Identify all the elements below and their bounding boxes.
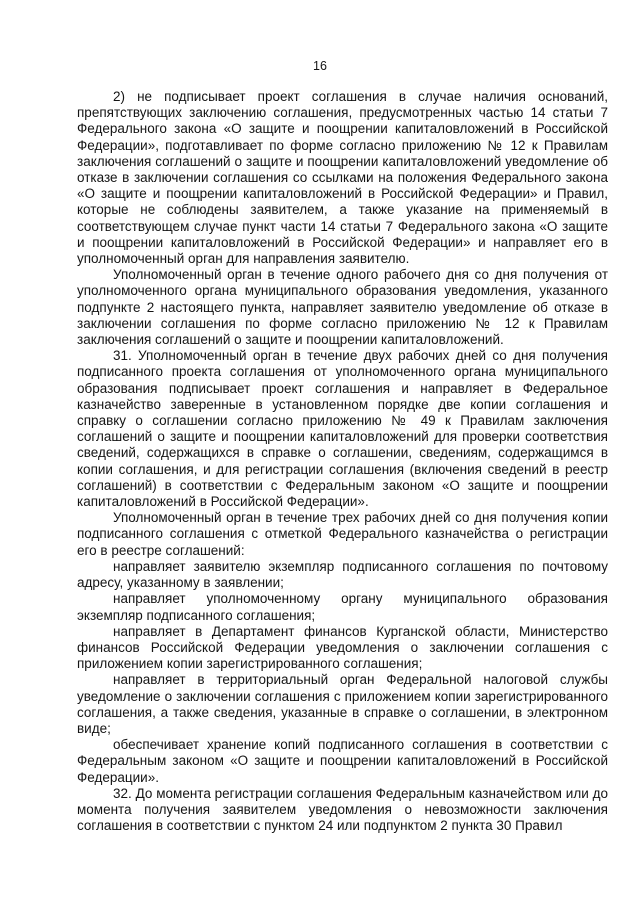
list-item-storage: обеспечивает хранение копий подписанного соглашения в соответствии с Федеральным законом «О защите и поощрении капиталовложений в Российской Федерации». (77, 737, 608, 785)
list-item-send-to-municipality: направляет уполномоченному органу муниципального образования экземпляр подписанного соглашения; (77, 591, 608, 623)
paragraph-after-registration: Уполномоченный орган в течение трех рабочих дней со дня получения копии подписанного соглашения с отметкой Федерального казначейства о регистрации его в реестре соглашений: (77, 510, 608, 558)
paragraph-item-32: 32. До момента регистрации соглашения Федеральным казначейством или до момента получения заявителем уведомления о невозможности заключения соглашения в соответствии с пунктом 24 или подпунктом 2 пункта 30 Правил (77, 785, 608, 834)
paragraph-subitem-2: 2) не подписывает проект соглашения в случае наличия оснований, препятствующих заключению соглашения, предусмотренных частью 14 статьи 7 Федерального закона «О защите и поощрении капиталовложений в Российской Федерации», подготавливает по форме согласно приложению № 12 к Правилам заключения соглашений о защите и поощрении капиталовложений уведомление об отказе в заключении соглашения со ссылками на положения Федерального закона «О защите и поощрении капиталовложений в Российской Федерации» и Правил, которые не соблюдены заявителем, а также указание на применяемый в соответствующем случае пункт части 14 статьи 7 Федерального закона «О защите и поощрении капиталовложений в Российской Федерации» и направляет его в уполномоченный орган для направления заявителю. (77, 89, 608, 267)
paragraph-item-31: 31. Уполномоченный орган в течение двух рабочих дней со дня получения подписанного проекта соглашения от уполномоченного органа муниципального образования подписывает проект соглашения и направляет в Федеральное казначейство заверенные в установленном порядке две копии соглашения и справку о соглашении согласно приложению № 49 к Правилам заключения соглашений о защите и поощрении капиталовложений для проверки соответствия сведений, содержащихся в справке о соглашении, сведениям, содержащимся в копии соглашения, и для регистрации соглашения (включения сведений в реестр соглашений) в соответствии с Федеральным законом «О защите и поощрении капиталовложений в Российской Федерации». (77, 348, 608, 510)
document-body (77, 89, 608, 834)
page-number: 16 (313, 59, 327, 73)
paragraph-refusal-notice: Уполномоченный орган в течение одного рабочего дня со дня получения от уполномоченного органа муниципального образования уведомления, указанного подпункте 2 настоящего пункта, направляет заявителю уведомление об отказе в заключении соглашения по форме согласно приложению № 12 к Правилам заключения соглашений о защите и поощрении капиталовложений. (77, 267, 608, 348)
list-item-send-to-applicant: направляет заявителю экземпляр подписанного соглашения по почтовому адресу, указанному в заявлении; (77, 558, 608, 591)
list-item-send-to-tax-service: направляет в территориальный орган Федеральной налоговой службы уведомление о заключении соглашения с приложением копии зарегистрированного соглашения, а также сведения, указанные в справке о соглашении, в электронном виде; (77, 672, 608, 736)
list-item-send-to-finance-departments: направляет в Департамент финансов Курганской области, Министерство финансов Российской Федерации уведомления о заключении соглашения с приложением копии зарегистрированного соглашения; (77, 623, 608, 672)
